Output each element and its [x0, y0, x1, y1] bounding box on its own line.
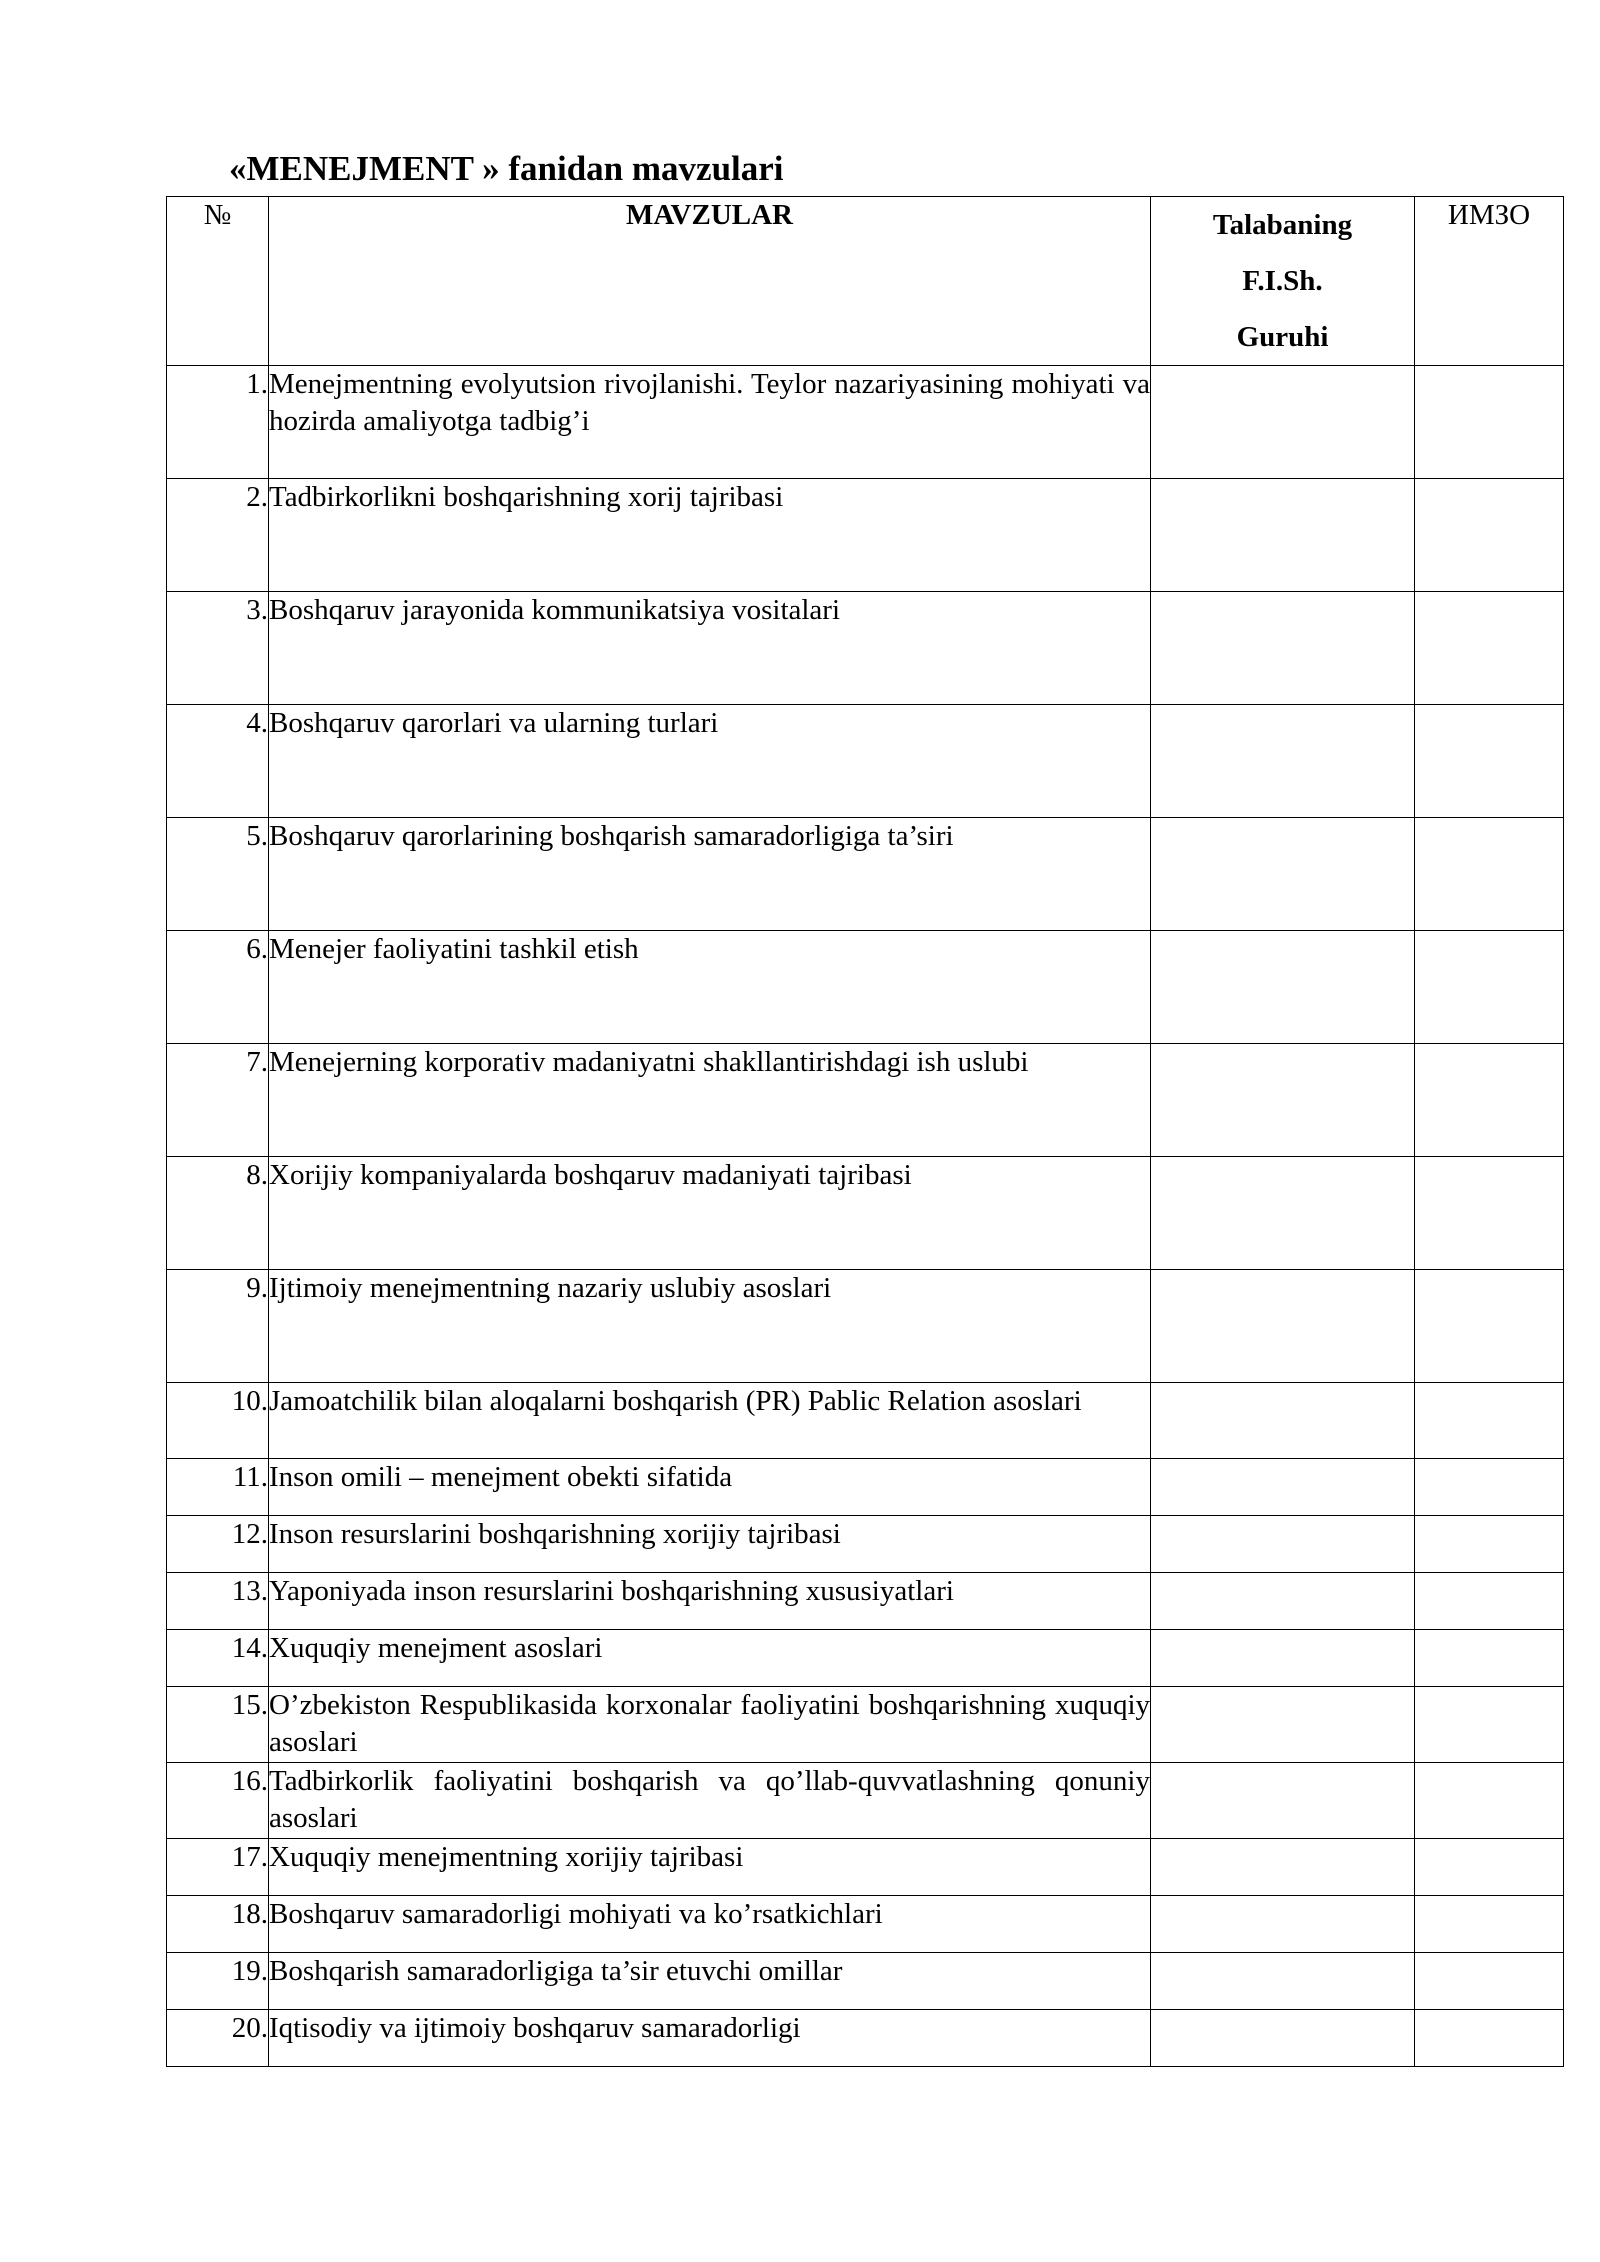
row-student-cell[interactable]	[1151, 1896, 1415, 1953]
table-row	[167, 1573, 1564, 1630]
row-number: 11.	[167, 1459, 269, 1516]
row-topic	[269, 1516, 1151, 1573]
row-number: 3.	[167, 592, 269, 705]
row-number: 10.	[167, 1383, 269, 1459]
row-number: 14.	[167, 1630, 269, 1687]
table-row	[167, 1270, 1564, 1383]
row-topic-text: Boshqarish samaradorligiga ta’sir etuvchi omillar	[269, 1955, 843, 1987]
row-student-cell[interactable]	[1151, 1459, 1415, 1516]
row-topic	[269, 1763, 1151, 1839]
table-row	[167, 1839, 1564, 1896]
header-student-line3: Guruhi	[1236, 321, 1329, 353]
row-signature-cell[interactable]	[1415, 931, 1564, 1044]
page-title: «MENEJMENT » fanidan mavzulari	[229, 149, 784, 188]
header-student	[1151, 197, 1415, 366]
row-topic	[269, 931, 1151, 1044]
row-topic-text: Boshqaruv jarayonida kommunikatsiya vositalari	[269, 594, 841, 626]
row-topic	[269, 705, 1151, 818]
table-row	[167, 1157, 1564, 1270]
header-topics: MAVZULAR	[269, 197, 1151, 366]
row-topic-text: Tadbirkorlikni boshqarishning xorij tajribasi	[269, 481, 784, 513]
row-topic-text: Yaponiyada inson resurslarini boshqarishning xususiyatlari	[269, 1575, 954, 1607]
row-topic	[269, 1630, 1151, 1687]
row-student-cell[interactable]	[1151, 931, 1415, 1044]
topics-table	[166, 196, 1564, 2067]
header-student-line1: Talabaning	[1212, 209, 1353, 241]
row-signature-cell[interactable]	[1415, 1516, 1564, 1573]
row-topic-text: Xorijiy kompaniyalarda boshqaruv madaniyati tajribasi	[269, 1159, 912, 1191]
row-topic	[269, 1157, 1151, 1270]
table-row	[167, 1459, 1564, 1516]
row-topic-text: Menejerning korporativ madaniyatni shakllantirishdagi ish uslubi	[269, 1046, 1029, 1078]
row-topic	[269, 1839, 1151, 1896]
table-row	[167, 1953, 1564, 2010]
row-topic	[269, 366, 1151, 479]
row-topic	[269, 1687, 1151, 1763]
row-signature-cell[interactable]	[1415, 592, 1564, 705]
row-signature-cell[interactable]	[1415, 366, 1564, 479]
row-topic-text: Xuquqiy menejmentning xorijiy tajribasi	[269, 1841, 744, 1873]
row-topic-text: Inson resurslarini boshqarishning xorijiy tajribasi	[269, 1518, 841, 1550]
row-student-cell[interactable]	[1151, 705, 1415, 818]
row-number: 13.	[167, 1573, 269, 1630]
row-student-cell[interactable]	[1151, 1270, 1415, 1383]
table-row	[167, 1687, 1564, 1763]
row-number: 15.	[167, 1687, 269, 1763]
row-student-cell[interactable]	[1151, 1630, 1415, 1687]
row-topic-text: Xuquqiy menejment asoslari	[269, 1632, 603, 1664]
row-signature-cell[interactable]	[1415, 1763, 1564, 1839]
table-row	[167, 366, 1564, 479]
table-row	[167, 1044, 1564, 1157]
row-signature-cell[interactable]	[1415, 1157, 1564, 1270]
row-student-cell[interactable]	[1151, 1044, 1415, 1157]
row-topic	[269, 1383, 1151, 1459]
table-row	[167, 1516, 1564, 1573]
row-signature-cell[interactable]	[1415, 1270, 1564, 1383]
row-student-cell[interactable]	[1151, 366, 1415, 479]
row-student-cell[interactable]	[1151, 818, 1415, 931]
row-topic	[269, 1896, 1151, 1953]
row-signature-cell[interactable]	[1415, 479, 1564, 592]
row-number: 17.	[167, 1839, 269, 1896]
row-signature-cell[interactable]	[1415, 1687, 1564, 1763]
table-row	[167, 1896, 1564, 1953]
table-row	[167, 705, 1564, 818]
row-signature-cell[interactable]	[1415, 1044, 1564, 1157]
row-topic	[269, 1953, 1151, 2010]
row-student-cell[interactable]	[1151, 479, 1415, 592]
row-student-cell[interactable]	[1151, 1839, 1415, 1896]
row-topic	[269, 1270, 1151, 1383]
row-topic-text: Ijtimoiy menejmentning nazariy uslubiy asoslari	[269, 1272, 832, 1304]
row-number: 9.	[167, 1270, 269, 1383]
row-number: 18.	[167, 1896, 269, 1953]
row-number: 16.	[167, 1763, 269, 1839]
row-signature-cell[interactable]	[1415, 1839, 1564, 1896]
row-topic	[269, 592, 1151, 705]
row-student-cell[interactable]	[1151, 2010, 1415, 2067]
row-topic	[269, 1459, 1151, 1516]
row-student-cell[interactable]	[1151, 1763, 1415, 1839]
row-signature-cell[interactable]	[1415, 705, 1564, 818]
table-row	[167, 1630, 1564, 1687]
row-topic-text: Menejmentning evolyutsion rivojlanishi. Teylor nazariyasining mohiyati va hozirda amaliyotga tadbig’i	[269, 368, 1150, 437]
row-number: 2.	[167, 479, 269, 592]
row-topic-text: Inson omili – menejment obekti sifatida	[269, 1461, 733, 1493]
row-number: 4.	[167, 705, 269, 818]
row-number: 19.	[167, 1953, 269, 2010]
row-topic	[269, 1044, 1151, 1157]
table-row	[167, 1763, 1564, 1839]
row-topic-text: Tadbirkorlik faoliyatini boshqarish va qo’llab-quvvatlashning qonuniy asoslari	[269, 1765, 1150, 1834]
table-row	[167, 931, 1564, 1044]
row-topic-text: Jamoatchilik bilan aloqalarni boshqarish (PR) Pablic Relation asoslari	[269, 1385, 1082, 1417]
table-row	[167, 592, 1564, 705]
row-student-cell[interactable]	[1151, 592, 1415, 705]
row-number: 5.	[167, 818, 269, 931]
table-header-row	[167, 197, 1564, 366]
row-student-cell[interactable]	[1151, 1687, 1415, 1763]
row-topic-text: Menejer faoliyatini tashkil etish	[269, 933, 639, 965]
row-signature-cell[interactable]	[1415, 818, 1564, 931]
table-row	[167, 1383, 1564, 1459]
row-topic-text: O’zbekiston Respublikasida korxonalar faoliyatini boshqarishning xuquqiy asoslari	[269, 1689, 1150, 1758]
row-signature-cell[interactable]	[1415, 1630, 1564, 1687]
row-signature-cell[interactable]	[1415, 1459, 1564, 1516]
header-number: №	[167, 197, 269, 366]
row-number: 1.	[167, 366, 269, 479]
table-row	[167, 479, 1564, 592]
row-signature-cell[interactable]	[1415, 1573, 1564, 1630]
row-number: 8.	[167, 1157, 269, 1270]
row-topic	[269, 479, 1151, 592]
row-student-cell[interactable]	[1151, 1516, 1415, 1573]
row-signature-cell[interactable]	[1415, 1383, 1564, 1459]
row-number: 12.	[167, 1516, 269, 1573]
row-signature-cell[interactable]	[1415, 1896, 1564, 1953]
table-row	[167, 2010, 1564, 2067]
row-student-cell[interactable]	[1151, 1573, 1415, 1630]
row-number: 6.	[167, 931, 269, 1044]
row-signature-cell[interactable]	[1415, 2010, 1564, 2067]
row-number: 20.	[167, 2010, 269, 2067]
row-topic	[269, 1573, 1151, 1630]
row-student-cell[interactable]	[1151, 1953, 1415, 2010]
row-topic-text: Iqtisodiy va ijtimoiy boshqaruv samaradorligi	[269, 2012, 801, 2044]
row-student-cell[interactable]	[1151, 1383, 1415, 1459]
row-topic	[269, 818, 1151, 931]
row-topic	[269, 2010, 1151, 2067]
row-student-cell[interactable]	[1151, 1157, 1415, 1270]
header-student-line2: F.I.Sh.	[1242, 265, 1323, 297]
row-topic-text: Boshqaruv qarorlari va ularning turlari	[269, 707, 719, 739]
row-topic-text: Boshqaruv samaradorligi mohiyati va ko’rsatkichlari	[269, 1898, 883, 1930]
row-number: 7.	[167, 1044, 269, 1157]
header-signature: ИМЗО	[1415, 197, 1564, 366]
row-signature-cell[interactable]	[1415, 1953, 1564, 2010]
table-row	[167, 818, 1564, 931]
row-topic-text: Boshqaruv qarorlarining boshqarish samaradorligiga ta’siri	[269, 820, 954, 852]
